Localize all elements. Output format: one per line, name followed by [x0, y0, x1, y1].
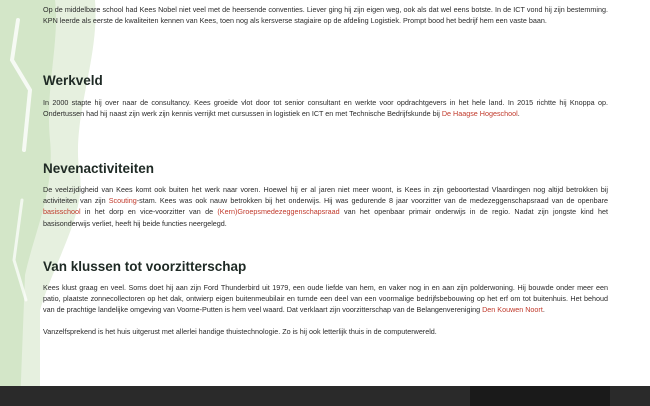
nevenactiviteiten-section — [43, 161, 608, 229]
klussen-paragraph: Kees klust graag en veel. Soms doet hij aan zijn Ford Thunderbird uit 1979, een oude liefde van hem, en vaker nog in en aan zijn polderwoning. Hij bouwde onder meer een patio, plaatste zonnecollectoren op het dak, ontwierp eigen buitenmeubilair en turnde een deel van een voormalige bedrijfsbebouwing op het erf om tot buitenhuis. Het behoud van de prachtige landelijke omgeving van Voorne-Putten is hem veel waard. Dat verklaart zijn voorzitterschap van de Belangenvereniging Den Kouwen Noort. — [43, 283, 608, 315]
den-kouwen-noort-link[interactable]: Den Kouwen Noort — [482, 305, 543, 315]
nevenactiviteiten-paragraph: De veelzijdigheid van Kees komt ook buiten het werk naar voren. Hoewel hij er al jaren niet meer woont, is Kees in zijn geboortestad Vlaardingen nog altijd betrokken bij activiteiten van zijn Scouting-stam. Kees was ook nauw betrokken bij het onderwijs. Hij was gedurende 8 jaar voorzitter van de medezeggenschapsraad van de openbare basisschool in het dorp en vice-voorzitter van de (Kern)Groepsmedezeggenschapsraad van het openbaar primair onderwijs in de regio. Nadat zijn jongste kind het basisonderwijs verliet, heeft hij beide functies neergelegd. — [43, 185, 608, 228]
closing-paragraph: Vanzelfsprekend is het huis uitgerust met allerlei handige thuistechnologie. Zo is hij ook letterlijk thuis in de computerwereld. — [43, 326, 437, 336]
scouting-link[interactable]: Scouting — [108, 196, 137, 206]
intro-paragraph: Op de middelbare school had Kees Nobel niet veel met de heersende conventies. Liever ging hij zijn eigen weg, ook als dat wel eens botste. In de ICT vond hij zijn bestemming. KPN leerde als eerste de kwaliteiten kennen van Kees, toen nog als kersverse stagiaire op de afdeling Logistiek. Prompt bood het bedrijf hem een vaste baan. — [43, 5, 608, 26]
werkveld-section — [43, 73, 608, 119]
footer-bar — [0, 386, 650, 406]
klussen-section — [43, 259, 608, 337]
intro-section — [43, 4, 608, 26]
nevenactiviteiten-heading: Nevenactiviteiten — [43, 161, 155, 176]
footer-dark-block — [470, 386, 610, 406]
werkveld-paragraph: In 2000 stapte hij over naar de consultancy. Kees groeide vlot door tot senior consultant en werkte voor opdrachtgevers in het hele land. In 2015 richtte hij Knoppa op. Ondertussen had hij naast zijn werk zijn kennis verrijkt met cursussen in logistiek en ICT en met Technische Bedrijfskunde bij De Haagse Hogeschool. — [43, 98, 608, 119]
haagse-hogeschool-link[interactable]: De Haagse Hogeschool — [441, 109, 518, 119]
werkveld-heading: Werkveld — [43, 73, 103, 88]
basisschool-link[interactable]: basisschool — [43, 207, 81, 217]
klussen-heading: Van klussen tot voorzitterschap — [43, 259, 247, 274]
groepsmedezeggenschapsraad-link[interactable]: (Kern)Groepsmedezeggenschapsraad — [217, 207, 340, 217]
